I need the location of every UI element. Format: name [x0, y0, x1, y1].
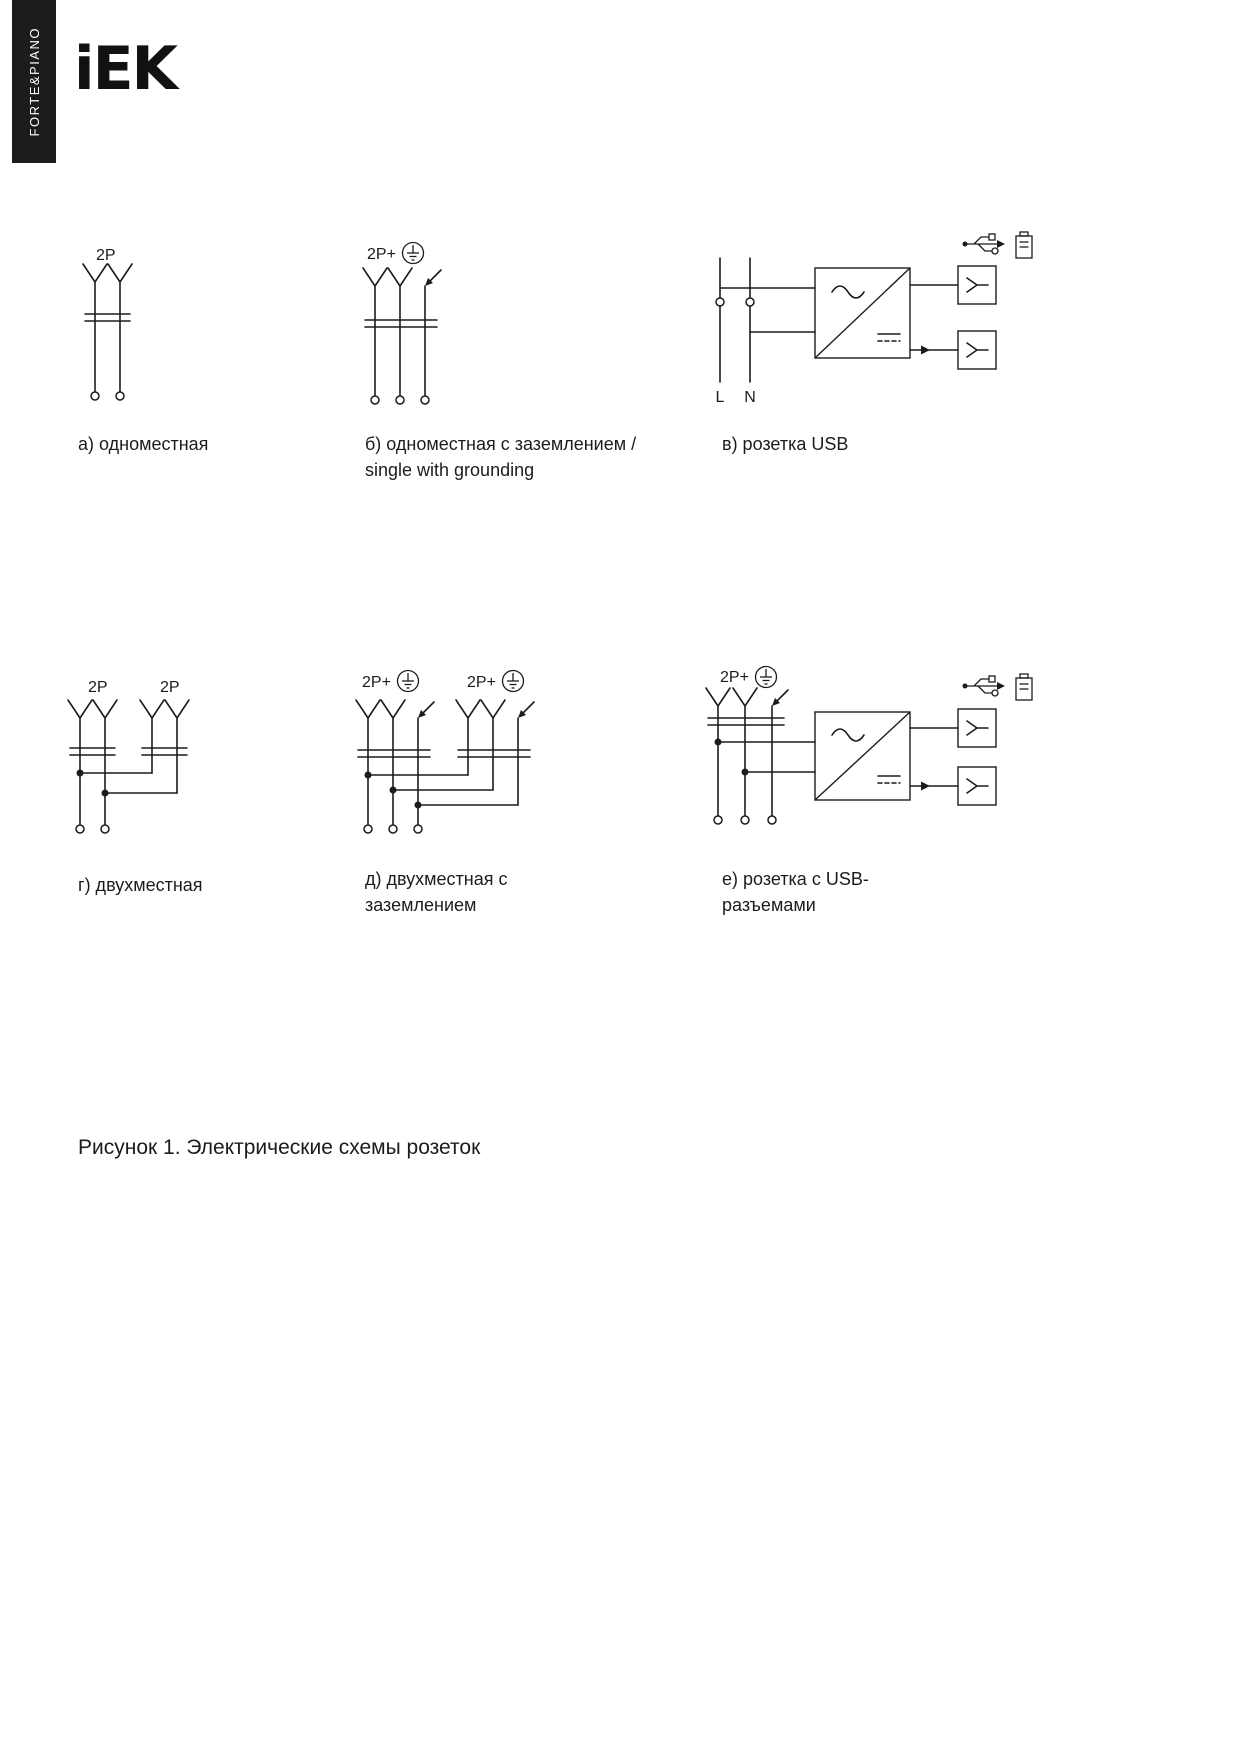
terminal [396, 396, 404, 404]
terminal [116, 392, 124, 400]
diagram-caption-d [78, 872, 203, 898]
terminal [714, 816, 722, 824]
usb-port [958, 331, 996, 369]
terminal [101, 825, 109, 833]
diagram-single-socket-grounded [355, 228, 605, 423]
junction-dot [390, 787, 397, 794]
terminal [741, 816, 749, 824]
dc-symbol-icon [878, 334, 900, 341]
diagram-single-socket [60, 232, 260, 417]
line-terminal-label: L [715, 389, 725, 406]
usb-port-icon [967, 779, 988, 793]
pole-count-label: 2P+ [367, 246, 396, 263]
diagram-double-socket-grounded [345, 655, 625, 840]
usb-icon [963, 234, 1006, 254]
diagram-caption-e [365, 866, 508, 918]
caption-line1: б) одноместная с заземлением / [365, 434, 637, 454]
acdc-converter-box [815, 268, 910, 358]
figure-caption: Рисунок 1. Электрические схемы розеток [78, 1136, 481, 1159]
caption-line2: заземлением [365, 895, 477, 915]
output-wires [910, 285, 958, 350]
terminal [91, 392, 99, 400]
usb-port [958, 767, 996, 805]
caption-text: г) двухместная [78, 875, 203, 895]
junction-dot [715, 739, 722, 746]
pole-count-label: 2P [88, 679, 108, 696]
caption-line1: д) двухместная с [365, 869, 508, 889]
diagram-caption-a [78, 431, 208, 457]
ground-icon [756, 667, 777, 688]
battery-icon [1016, 674, 1032, 700]
diagram-usb-socket [700, 222, 1045, 417]
dc-symbol-icon [878, 776, 900, 783]
pole-count-label: 2P+ [467, 674, 496, 691]
contact-terminal [716, 298, 724, 306]
pin-forks [356, 700, 505, 718]
flow-arrow [921, 782, 930, 791]
caption-line2: single with grounding [365, 460, 535, 480]
series-banner [12, 0, 56, 163]
junction-dot [415, 802, 422, 809]
socket-wires [718, 706, 815, 816]
socket-wires [368, 718, 518, 825]
pole-count-label: 2P+ [362, 674, 391, 691]
ground-icon [398, 671, 419, 692]
terminal [364, 825, 372, 833]
contact-lines [70, 748, 187, 755]
pole-count-label: 2P+ [720, 669, 749, 686]
pin-forks [68, 700, 189, 718]
socket-wires [80, 718, 177, 825]
pin-forks [706, 688, 757, 706]
supply-wires [720, 258, 815, 382]
usb-port-icon [967, 721, 988, 735]
terminal [421, 396, 429, 404]
diagram-double-socket [60, 660, 280, 845]
usb-icon [963, 676, 1006, 696]
diagram-caption-c [722, 431, 848, 457]
usb-port [958, 709, 996, 747]
acdc-converter-box [815, 712, 910, 800]
pin-forks [363, 268, 412, 286]
junction-dot [365, 772, 372, 779]
battery-icon [1016, 232, 1032, 258]
contact-lines [85, 314, 130, 321]
pole-count-label: 2P [96, 247, 116, 264]
junction-dot [102, 790, 109, 797]
socket-wires [375, 286, 425, 396]
caption-line1: е) розетка с USB- [722, 869, 869, 889]
ground-icon [503, 671, 524, 692]
iek-logo: iEK [74, 34, 177, 104]
junction-dot [742, 769, 749, 776]
terminal [768, 816, 776, 824]
output-wires [910, 728, 958, 786]
contact-lines [358, 750, 530, 757]
usb-port-icon [967, 343, 988, 357]
terminal [76, 825, 84, 833]
caption-text: в) розетка USB [722, 434, 849, 454]
caption-text: а) одноместная [78, 434, 209, 454]
ground-icon [403, 243, 424, 264]
diagram-socket-with-usb [700, 650, 1045, 830]
ac-sine-icon [832, 286, 864, 298]
terminal [371, 396, 379, 404]
flow-arrow [921, 346, 930, 355]
terminal [389, 825, 397, 833]
usb-port-icon [967, 278, 988, 292]
contact-terminal [746, 298, 754, 306]
pin-forks [83, 264, 132, 282]
diagram-caption-f [722, 866, 869, 918]
ground-arrow-icon [518, 702, 534, 718]
ground-arrow-icon [418, 702, 434, 718]
pole-count-label: 2P [160, 679, 180, 696]
neutral-terminal-label: N [744, 389, 756, 406]
ground-arrow-icon [425, 270, 441, 286]
socket-wires [95, 282, 120, 392]
junction-dot [77, 770, 84, 777]
ground-arrow-icon [772, 690, 788, 706]
usb-port [958, 266, 996, 304]
caption-line2: разъемами [722, 895, 816, 915]
terminal [414, 825, 422, 833]
ac-sine-icon [832, 729, 864, 741]
series-name: FORTE&PIANO [26, 26, 42, 137]
diagram-caption-b [365, 431, 636, 483]
